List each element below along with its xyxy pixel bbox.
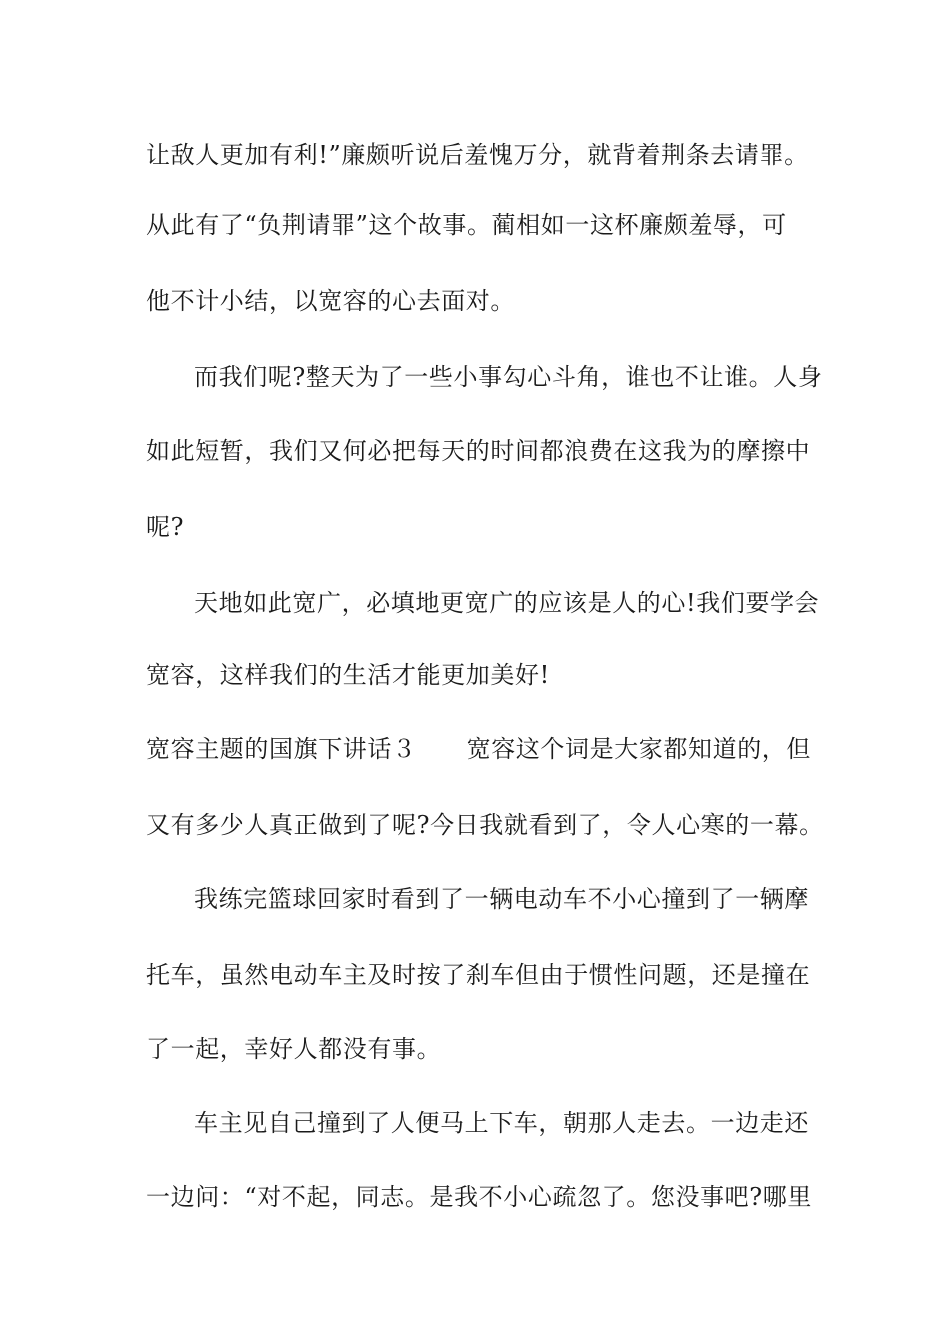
section-title: 宽容主题的国旗下讲话３	[146, 735, 417, 763]
text-line: 宽容，这样我们的生活才能更加美好!	[146, 661, 550, 689]
text-line: 托车，虽然电动车主及时按了刹车但由于惯性问题，还是撞在	[146, 961, 811, 989]
text-line: 从此有了“负荆请罪”这个故事。蔺相如一这杯廉颇羞辱，可	[146, 211, 787, 239]
paragraph-start-line: 我练完篮球回家时看到了一辆电动车不小心撞到了一辆摩	[194, 885, 809, 913]
text-line: 一边问：“对不起，同志。是我不小心疏忽了。您没事吧?哪里	[146, 1183, 812, 1211]
text-line: 了一起，幸好人都没有事。	[146, 1035, 442, 1063]
text-line: 他不计小结，以宽容的心去面对。	[146, 287, 515, 315]
paragraph-start-line: 而我们呢?整天为了一些小事勾心斗角，谁也不让谁。人身	[194, 363, 823, 391]
text-line: 如此短暂，我们又何必把每天的时间都浪费在这我为的摩擦中	[146, 437, 811, 465]
text-line: 让敌人更加有利!”廉颇听说后羞愧万分，就背着荆条去请罪。	[146, 141, 809, 169]
text-line: 呢?	[146, 513, 185, 541]
section-first-line: 宽容这个词是大家都知道的，但	[466, 735, 812, 763]
section-heading-row	[146, 732, 816, 766]
paragraph-start-line: 天地如此宽广，必填地更宽广的应该是人的心!我们要学会	[194, 589, 820, 617]
paragraph-start-line: 车主见自己撞到了人便马上下车，朝那人走去。一边走还	[194, 1109, 809, 1137]
text-line: 又有多少人真正做到了呢?今日我就看到了，令人心寒的一幕。	[146, 811, 824, 839]
